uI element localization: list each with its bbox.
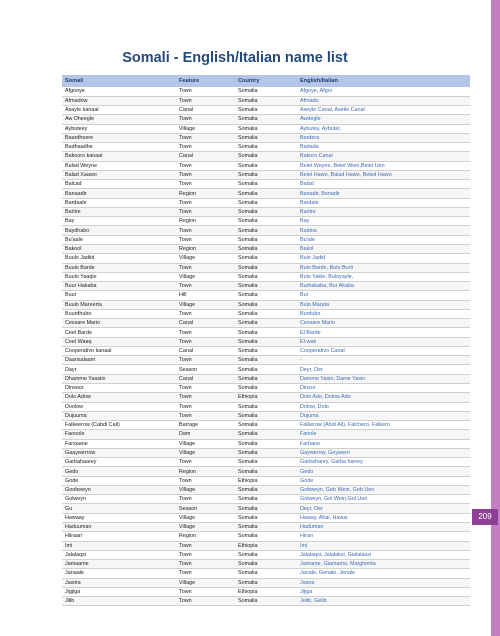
- cell-feature: Canal: [176, 319, 235, 328]
- cell-english-italian: Jelib, Gelib: [297, 597, 470, 606]
- cell-english-italian: Cessare Mario: [297, 319, 470, 328]
- cell-country: Somalia: [235, 485, 297, 494]
- cell-english-italian: -: [297, 356, 470, 365]
- cell-somali: Afmadow: [62, 96, 176, 105]
- cell-feature: Town: [176, 309, 235, 318]
- cell-country: Somalia: [235, 226, 297, 235]
- cell-english-italian: El Barde: [297, 328, 470, 337]
- table-row: [62, 106, 470, 115]
- cell-country: Somalia: [235, 346, 297, 355]
- cell-country: Ethiopia: [235, 476, 297, 485]
- cell-somali: Dujuuma: [62, 411, 176, 420]
- header-somali: Somali: [62, 75, 176, 87]
- cell-english-italian: Banadir, Benadir: [297, 189, 470, 198]
- table-row: [62, 504, 470, 513]
- cell-feature: Town: [176, 541, 235, 550]
- cell-feature: Town: [176, 226, 235, 235]
- table-row: [62, 115, 470, 124]
- table-row: [62, 282, 470, 291]
- cell-country: Ethiopia: [235, 393, 297, 402]
- cell-english-italian: Gedo: [297, 467, 470, 476]
- cell-english-italian: Afgoye, Afgoi: [297, 87, 470, 96]
- cell-english-italian: Dolow, Dolo: [297, 402, 470, 411]
- cell-feature: Season: [176, 365, 235, 374]
- cell-english-italian: Haway, Ahai, Hawai: [297, 513, 470, 522]
- cell-feature: Village: [176, 300, 235, 309]
- header-english-italian: English/Italian: [297, 75, 470, 87]
- cell-feature: Town: [176, 328, 235, 337]
- cell-english-italian: Farhane: [297, 439, 470, 448]
- cell-somali: Fanoole: [62, 430, 176, 439]
- cell-somali: Jasiira: [62, 578, 176, 587]
- cell-feature: Canal: [176, 106, 235, 115]
- cell-english-italian: Deyr, Der: [297, 504, 470, 513]
- cell-country: Somalia: [235, 143, 297, 152]
- cell-somali: Badhaadhe: [62, 143, 176, 152]
- table-row: [62, 485, 470, 494]
- table-row: [62, 597, 470, 606]
- cell-somali: Asayle kanaal: [62, 106, 176, 115]
- table-row: [62, 217, 470, 226]
- table-row: [62, 421, 470, 430]
- cell-country: Somalia: [235, 170, 297, 179]
- cell-country: Somalia: [235, 430, 297, 439]
- cell-somali: Aw Dheegle: [62, 115, 176, 124]
- cell-country: Somalia: [235, 421, 297, 430]
- cell-feature: Town: [176, 587, 235, 596]
- cell-country: Somalia: [235, 300, 297, 309]
- table-row: [62, 578, 470, 587]
- cell-somali: Daarisalaam: [62, 356, 176, 365]
- cell-country: Somalia: [235, 87, 297, 96]
- table-row: [62, 207, 470, 216]
- table-row: [62, 439, 470, 448]
- cell-country: Somalia: [235, 578, 297, 587]
- cell-english-italian: Bay: [297, 217, 470, 226]
- table-row: [62, 319, 470, 328]
- cell-english-italian: Belet Hawo, Balad Hawo, Beled Hawo: [297, 170, 470, 179]
- table-row: [62, 393, 470, 402]
- table-row: [62, 532, 470, 541]
- cell-somali: Hiiraan: [62, 532, 176, 541]
- cell-somali: Buulo Jadiid: [62, 254, 176, 263]
- cell-english-italian: Cooperativo Canal: [297, 346, 470, 355]
- cell-somali: Cooperativo kanaal: [62, 346, 176, 355]
- cell-feature: Town: [176, 207, 235, 216]
- table-row: [62, 272, 470, 281]
- cell-english-italian: Bardale: [297, 198, 470, 207]
- cell-english-italian: Baidoa: [297, 226, 470, 235]
- cell-english-italian: Hiran: [297, 532, 470, 541]
- table-row: [62, 161, 470, 170]
- cell-country: Somalia: [235, 337, 297, 346]
- cell-english-italian: Bulo Jadid: [297, 254, 470, 263]
- cell-country: Somalia: [235, 161, 297, 170]
- cell-feature: Region: [176, 217, 235, 226]
- cell-country: Somalia: [235, 411, 297, 420]
- cell-english-italian: Dolo Ado, Dolow Ado: [297, 393, 470, 402]
- table-row: [62, 87, 470, 96]
- table-row: [62, 541, 470, 550]
- cell-english-italian: Aybutey, Aybutei,: [297, 124, 470, 133]
- cell-somali: Haduuman: [62, 522, 176, 531]
- cell-country: Somalia: [235, 282, 297, 291]
- cell-english-italian: Bulo Mareta: [297, 300, 470, 309]
- cell-somali: Gedo: [62, 467, 176, 476]
- cell-country: Somalia: [235, 569, 297, 578]
- cell-feature: Village: [176, 513, 235, 522]
- cell-somali: Aybuteey: [62, 124, 176, 133]
- cell-somali: Bakool: [62, 245, 176, 254]
- cell-somali: Barlire: [62, 207, 176, 216]
- cell-english-italian: Burdubo: [297, 309, 470, 318]
- cell-somali: Gode: [62, 476, 176, 485]
- cell-country: Somalia: [235, 124, 297, 133]
- cell-feature: Town: [176, 356, 235, 365]
- cell-country: Somalia: [235, 356, 297, 365]
- cell-feature: Town: [176, 550, 235, 559]
- table-row: [62, 143, 470, 152]
- cell-english-italian: Fanole: [297, 430, 470, 439]
- cell-somali: Hawaay: [62, 513, 176, 522]
- table-row: [62, 467, 470, 476]
- table-row: [62, 356, 470, 365]
- cell-country: Somalia: [235, 235, 297, 244]
- cell-country: Somalia: [235, 328, 297, 337]
- cell-feature: Region: [176, 189, 235, 198]
- cell-feature: Region: [176, 467, 235, 476]
- cell-english-italian: Awdegle: [297, 115, 470, 124]
- cell-somali: Doolow: [62, 402, 176, 411]
- cell-feature: Village: [176, 124, 235, 133]
- cell-feature: Village: [176, 439, 235, 448]
- table-row: [62, 180, 470, 189]
- cell-english-italian: Damme Yasin, Dame Yasin: [297, 374, 470, 383]
- cell-country: Ethiopia: [235, 587, 297, 596]
- cell-somali: Dinsoor: [62, 384, 176, 393]
- cell-somali: Golweyn: [62, 495, 176, 504]
- cell-country: Somalia: [235, 245, 297, 254]
- table-row: [62, 291, 470, 300]
- cell-feature: Dam: [176, 430, 235, 439]
- cell-somali: Falkeerow (Cabdi Cali): [62, 421, 176, 430]
- table-row: [62, 245, 470, 254]
- cell-somali: Baardheere: [62, 133, 176, 142]
- table-row: [62, 411, 470, 420]
- table-row: [62, 402, 470, 411]
- cell-english-italian: Gode: [297, 476, 470, 485]
- cell-english-italian: Dujuma: [297, 411, 470, 420]
- table-row: [62, 448, 470, 457]
- cell-country: Somalia: [235, 133, 297, 142]
- table-row: [62, 309, 470, 318]
- cell-somali: Bakooro kanaal: [62, 152, 176, 161]
- cell-feature: Canal: [176, 152, 235, 161]
- cell-country: Somalia: [235, 152, 297, 161]
- cell-feature: Town: [176, 476, 235, 485]
- cell-english-italian: Bur: [297, 291, 470, 300]
- cell-country: Somalia: [235, 272, 297, 281]
- cell-feature: Town: [176, 263, 235, 272]
- cell-english-italian: Afmado: [297, 96, 470, 105]
- table-header-row: [62, 75, 470, 87]
- cell-somali: Dhamme Yaasiin: [62, 374, 176, 383]
- cell-feature: Town: [176, 384, 235, 393]
- table-row: [62, 254, 470, 263]
- cell-english-italian: Aseyle Canal, Aseile Canal: [297, 106, 470, 115]
- cell-somali: Buulo Yaaqle: [62, 272, 176, 281]
- cell-feature: Village: [176, 448, 235, 457]
- cell-english-italian: Dinsor: [297, 384, 470, 393]
- cell-somali: Farxaane: [62, 439, 176, 448]
- cell-somali: Ceel Waaq: [62, 337, 176, 346]
- cell-english-italian: Jasira: [297, 578, 470, 587]
- cell-english-italian: Barlire: [297, 207, 470, 216]
- side-color-band: [491, 0, 500, 636]
- table-row: [62, 384, 470, 393]
- cell-feature: Town: [176, 569, 235, 578]
- cell-somali: Dayr: [62, 365, 176, 374]
- cell-feature: Canal: [176, 374, 235, 383]
- cell-english-italian: Balad: [297, 180, 470, 189]
- cell-feature: Barrage: [176, 421, 235, 430]
- cell-somali: Jilib: [62, 597, 176, 606]
- cell-somali: Balcad: [62, 180, 176, 189]
- table-row: [62, 226, 470, 235]
- cell-country: Somalia: [235, 319, 297, 328]
- cell-feature: Town: [176, 143, 235, 152]
- page-title: Somali - English/Italian name list: [122, 50, 348, 66]
- cell-feature: Town: [176, 198, 235, 207]
- cell-country: Somalia: [235, 198, 297, 207]
- cell-country: Somalia: [235, 550, 297, 559]
- cell-english-italian: Bu'ale: [297, 235, 470, 244]
- cell-feature: Town: [176, 115, 235, 124]
- cell-somali: Garbahaarey: [62, 458, 176, 467]
- cell-country: Somalia: [235, 115, 297, 124]
- name-list-table: [62, 75, 470, 606]
- table-row: [62, 374, 470, 383]
- cell-country: Somalia: [235, 467, 297, 476]
- cell-somali: Gu: [62, 504, 176, 513]
- table-row: [62, 170, 470, 179]
- cell-somali: Bardaale: [62, 198, 176, 207]
- table-row: [62, 458, 470, 467]
- cell-feature: Town: [176, 393, 235, 402]
- cell-english-italian: Bulo Yakle, Buloyayle,: [297, 272, 470, 281]
- cell-english-italian: Jijiga: [297, 587, 470, 596]
- cell-english-italian: Jalalaqsi, Jalalaksi, Gialalassi: [297, 550, 470, 559]
- cell-english-italian: Imi: [297, 541, 470, 550]
- table-row: [62, 513, 470, 522]
- table-row: [62, 300, 470, 309]
- cell-english-italian: Golweyn, Gol Wein,Gol Uen: [297, 495, 470, 504]
- table-row: [62, 569, 470, 578]
- cell-english-italian: Jamame, Giamama, Margherita: [297, 560, 470, 569]
- page-number-badge: 209: [472, 509, 498, 525]
- cell-country: Somalia: [235, 597, 297, 606]
- cell-english-italian: Bakol: [297, 245, 470, 254]
- cell-somali: Balad Weyne: [62, 161, 176, 170]
- cell-somali: Goobweyn: [62, 485, 176, 494]
- table-row: [62, 96, 470, 105]
- cell-country: Somalia: [235, 207, 297, 216]
- header-country: Country: [235, 75, 297, 87]
- cell-somali: Ceel Barde: [62, 328, 176, 337]
- cell-somali: Buur: [62, 291, 176, 300]
- cell-country: Somalia: [235, 309, 297, 318]
- cell-feature: Village: [176, 578, 235, 587]
- cell-somali: Jalalaqsi: [62, 550, 176, 559]
- cell-country: Somalia: [235, 513, 297, 522]
- cell-somali: Buulo Barde: [62, 263, 176, 272]
- cell-somali: Janaale: [62, 569, 176, 578]
- cell-feature: Hill: [176, 291, 235, 300]
- cell-somali: Buur Hakaba: [62, 282, 176, 291]
- cell-feature: Season: [176, 504, 235, 513]
- table-row: [62, 328, 470, 337]
- table-row: [62, 522, 470, 531]
- cell-country: Somalia: [235, 254, 297, 263]
- cell-english-italian: El-wak: [297, 337, 470, 346]
- cell-feature: Town: [176, 337, 235, 346]
- cell-english-italian: Belet Weyne, Belet Wein,Belet Uen: [297, 161, 470, 170]
- cell-english-italian: Bardera: [297, 133, 470, 142]
- cell-country: Somalia: [235, 96, 297, 105]
- cell-country: Somalia: [235, 374, 297, 383]
- cell-country: Somalia: [235, 522, 297, 531]
- cell-english-italian: Falkerow (Abdi Ali), Falchero, Falkero: [297, 421, 470, 430]
- cell-english-italian: Garbaharey, Garba harrey: [297, 458, 470, 467]
- cell-feature: Town: [176, 180, 235, 189]
- cell-english-italian: Burhakaba, Bur Akaba: [297, 282, 470, 291]
- table-row: [62, 476, 470, 485]
- cell-feature: Town: [176, 495, 235, 504]
- cell-country: Somalia: [235, 532, 297, 541]
- table-row: [62, 560, 470, 569]
- cell-somali: Dolo Adow: [62, 393, 176, 402]
- cell-somali: Afgooye: [62, 87, 176, 96]
- cell-country: Somalia: [235, 402, 297, 411]
- cell-country: Somalia: [235, 504, 297, 513]
- header-feature: Feature: [176, 75, 235, 87]
- cell-feature: Town: [176, 402, 235, 411]
- cell-feature: Town: [176, 87, 235, 96]
- cell-feature: Town: [176, 597, 235, 606]
- cell-feature: Town: [176, 133, 235, 142]
- cell-english-italian: Haduman: [297, 522, 470, 531]
- cell-feature: Town: [176, 96, 235, 105]
- table-row: [62, 430, 470, 439]
- cell-feature: Village: [176, 254, 235, 263]
- cell-country: Somalia: [235, 291, 297, 300]
- cell-somali: Buurdhubo: [62, 309, 176, 318]
- table-row: [62, 152, 470, 161]
- cell-feature: Village: [176, 485, 235, 494]
- table-row: [62, 198, 470, 207]
- cell-feature: Town: [176, 560, 235, 569]
- table-row: [62, 587, 470, 596]
- cell-feature: Region: [176, 532, 235, 541]
- cell-english-italian: Deyr, Der: [297, 365, 470, 374]
- cell-feature: Town: [176, 170, 235, 179]
- cell-country: Ethiopia: [235, 541, 297, 550]
- cell-english-italian: Badada: [297, 143, 470, 152]
- table-row: [62, 550, 470, 559]
- table-row: [62, 337, 470, 346]
- cell-somali: Balad Xaawo: [62, 170, 176, 179]
- cell-feature: Town: [176, 161, 235, 170]
- cell-somali: Banaadir: [62, 189, 176, 198]
- cell-country: Somalia: [235, 458, 297, 467]
- cell-country: Somalia: [235, 180, 297, 189]
- cell-country: Somalia: [235, 439, 297, 448]
- cell-english-italian: Bulo Barde, Bulo Burti: [297, 263, 470, 272]
- cell-feature: Village: [176, 272, 235, 281]
- cell-country: Somalia: [235, 448, 297, 457]
- cell-somali: Imi: [62, 541, 176, 550]
- cell-english-italian: Gobweyn, Gob Wein, Gob Uen: [297, 485, 470, 494]
- cell-feature: Town: [176, 458, 235, 467]
- cell-feature: Town: [176, 282, 235, 291]
- cell-feature: Region: [176, 245, 235, 254]
- cell-english-italian: Janale, Genale, Jenale: [297, 569, 470, 578]
- table-row: [62, 263, 470, 272]
- table-row: [62, 346, 470, 355]
- cell-somali: Jigjiga: [62, 587, 176, 596]
- cell-country: Somalia: [235, 365, 297, 374]
- cell-somali: Baydhabo: [62, 226, 176, 235]
- cell-feature: Canal: [176, 346, 235, 355]
- cell-somali: Gaaywerrow: [62, 448, 176, 457]
- cell-english-italian: Bakoro Canal: [297, 152, 470, 161]
- cell-somali: Buulo Mareerta: [62, 300, 176, 309]
- cell-somali: Jamaame: [62, 560, 176, 569]
- table-row: [62, 124, 470, 133]
- table-row: [62, 495, 470, 504]
- cell-country: Somalia: [235, 560, 297, 569]
- cell-country: Somalia: [235, 263, 297, 272]
- cell-country: Somalia: [235, 495, 297, 504]
- cell-feature: Town: [176, 235, 235, 244]
- table-row: [62, 235, 470, 244]
- cell-feature: Town: [176, 411, 235, 420]
- cell-somali: Cessare Mario: [62, 319, 176, 328]
- cell-english-italian: Gaywerow, Geywero: [297, 448, 470, 457]
- cell-country: Somalia: [235, 189, 297, 198]
- table-row: [62, 365, 470, 374]
- cell-country: Somalia: [235, 217, 297, 226]
- cell-feature: Village: [176, 522, 235, 531]
- table-row: [62, 133, 470, 142]
- cell-country: Somalia: [235, 384, 297, 393]
- cell-country: Somalia: [235, 106, 297, 115]
- cell-somali: Bay: [62, 217, 176, 226]
- table-row: [62, 189, 470, 198]
- cell-somali: Bu'aale: [62, 235, 176, 244]
